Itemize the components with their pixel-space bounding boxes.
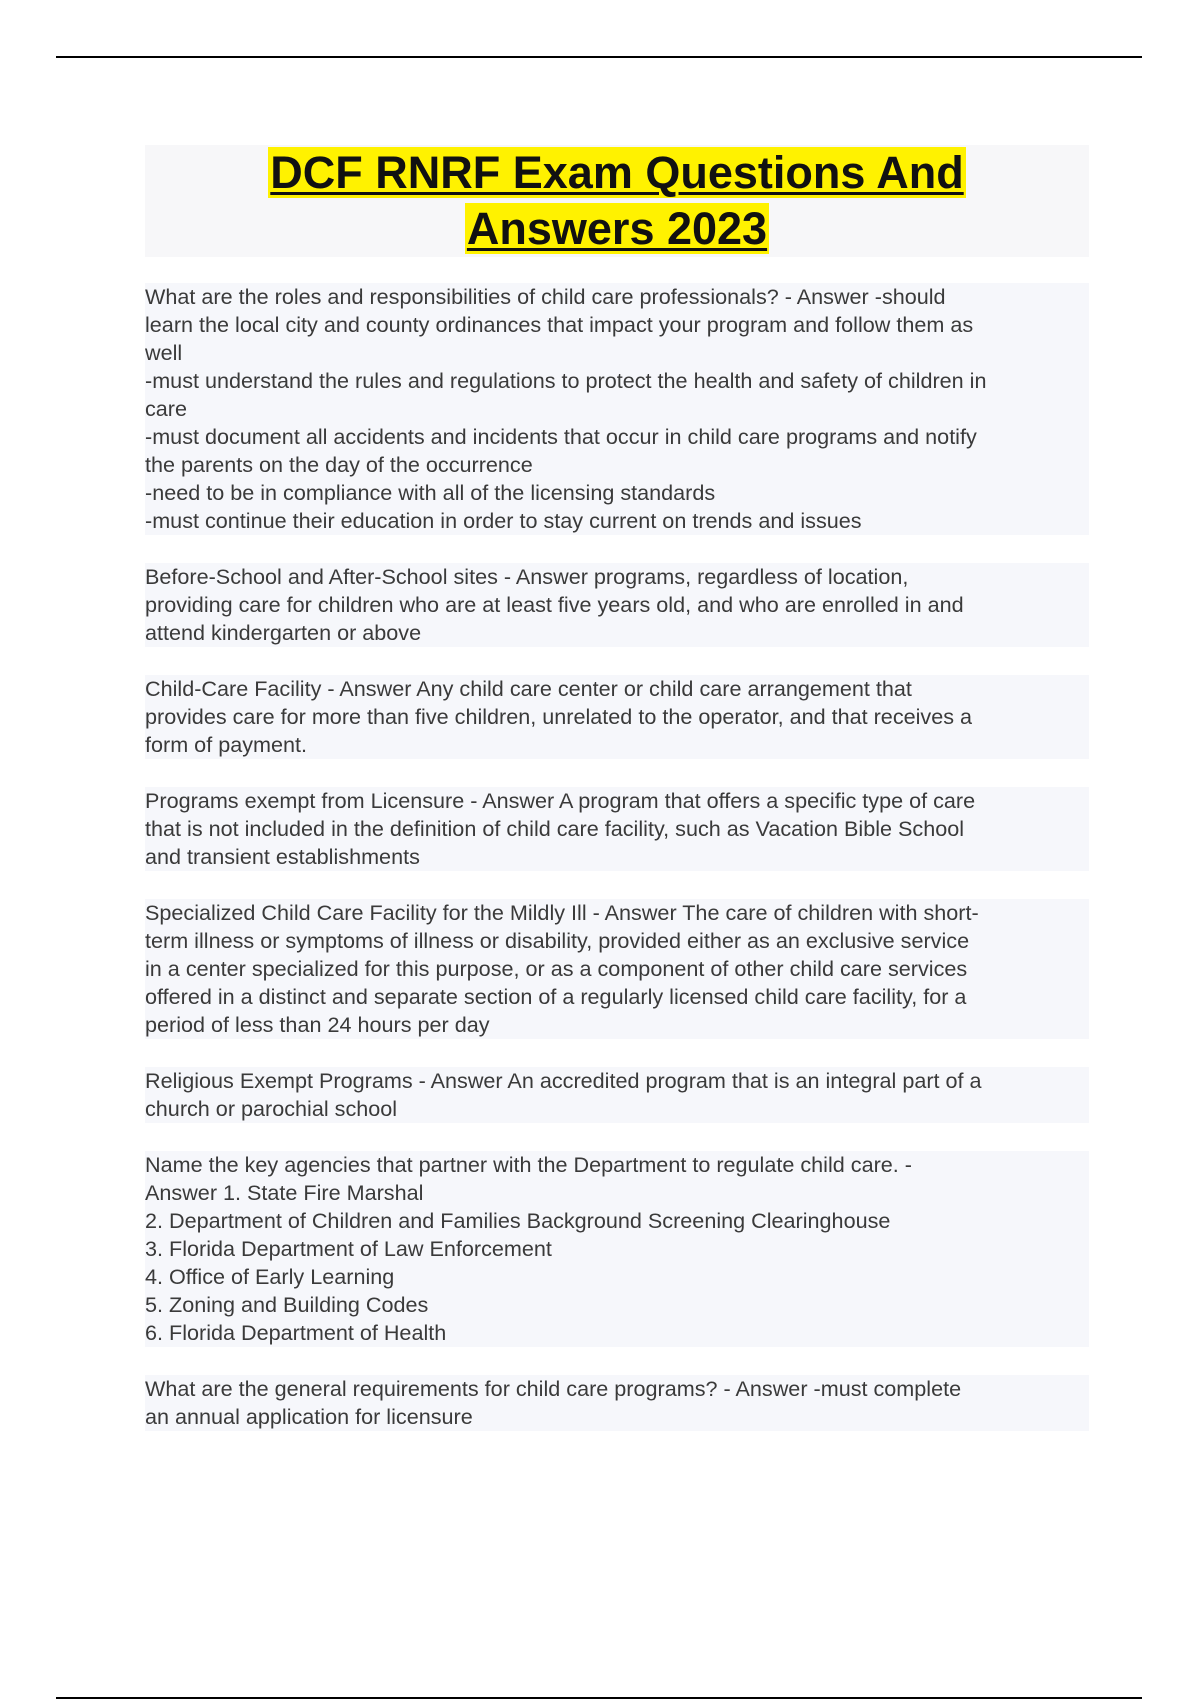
- entry-line: 5. Zoning and Building Codes: [145, 1292, 429, 1317]
- qa-entry: [145, 283, 1089, 535]
- entry-line: attend kindergarten or above: [145, 620, 422, 645]
- entry-line: care: [145, 396, 188, 421]
- entry-line: -must continue their education in order to stay current on trends and issues: [145, 508, 862, 533]
- title-text: Answers 2023: [466, 203, 768, 254]
- entry-line: period of less than 24 hours per day: [145, 1012, 490, 1037]
- entry-line: Child-Care Facility - Answer Any child care center or child care arrangement that: [145, 676, 912, 701]
- top-rule: [56, 56, 1142, 58]
- qa-content: [145, 283, 1089, 1459]
- entry-line: What are the roles and responsibilities of child care professionals? - Answer -should: [145, 284, 946, 309]
- entry-line: well: [145, 340, 183, 365]
- entry-line: 3. Florida Department of Law Enforcement: [145, 1236, 552, 1261]
- qa-entry: [145, 1151, 1089, 1347]
- entry-line: learn the local city and county ordinances that impact your program and follow them as: [145, 312, 974, 337]
- qa-entry: [145, 563, 1089, 647]
- title-line: [145, 145, 1089, 201]
- entry-line: the parents on the day of the occurrence: [145, 452, 533, 477]
- bottom-rule: [56, 1697, 1142, 1699]
- entry-line: an annual application for licensure: [145, 1404, 473, 1429]
- document-title: [145, 145, 1089, 257]
- entry-line: Answer 1. State Fire Marshal: [145, 1180, 424, 1205]
- entry-line: term illness or symptoms of illness or disability, provided either as an exclusive service: [145, 928, 970, 953]
- entry-line: in a center specialized for this purpose, or as a component of other child care services: [145, 956, 968, 981]
- title-text: DCF RNRF Exam Questions And: [270, 147, 964, 198]
- entry-line: -need to be in compliance with all of the licensing standards: [145, 480, 716, 505]
- qa-entry: [145, 675, 1089, 759]
- qa-entry: [145, 787, 1089, 871]
- entry-line: 4. Office of Early Learning: [145, 1264, 395, 1289]
- entry-line: church or parochial school: [145, 1096, 398, 1121]
- entry-line: and transient establishments: [145, 844, 420, 869]
- entry-line: Specialized Child Care Facility for the Mildly Ill - Answer The care of children with short-: [145, 900, 979, 925]
- entry-line: What are the general requirements for child care programs? - Answer -must complete: [145, 1376, 962, 1401]
- qa-entry: [145, 1375, 1089, 1431]
- entry-line: Before-School and After-School sites - Answer programs, regardless of location,: [145, 564, 909, 589]
- entry-line: 6. Florida Department of Health: [145, 1320, 447, 1345]
- title-line: [145, 201, 1089, 257]
- entry-line: -must understand the rules and regulations to protect the health and safety of children in: [145, 368, 987, 393]
- entry-line: Programs exempt from Licensure - Answer A program that offers a specific type of care: [145, 788, 976, 813]
- entry-line: that is not included in the definition of child care facility, such as Vacation Bible School: [145, 816, 965, 841]
- entry-line: -must document all accidents and incidents that occur in child care programs and notify: [145, 424, 977, 449]
- qa-entry: [145, 1067, 1089, 1123]
- entry-line: Name the key agencies that partner with the Department to regulate child care. -: [145, 1152, 912, 1177]
- entry-line: form of payment.: [145, 732, 308, 757]
- entry-line: provides care for more than five children, unrelated to the operator, and that receives a: [145, 704, 973, 729]
- entry-line: offered in a distinct and separate section of a regularly licensed child care facility, for a: [145, 984, 967, 1009]
- entry-line: Religious Exempt Programs - Answer An accredited program that is an integral part of a: [145, 1068, 982, 1093]
- entry-line: 2. Department of Children and Families Background Screening Clearinghouse: [145, 1208, 891, 1233]
- qa-entry: [145, 899, 1089, 1039]
- entry-line: providing care for children who are at least five years old, and who are enrolled in and: [145, 592, 964, 617]
